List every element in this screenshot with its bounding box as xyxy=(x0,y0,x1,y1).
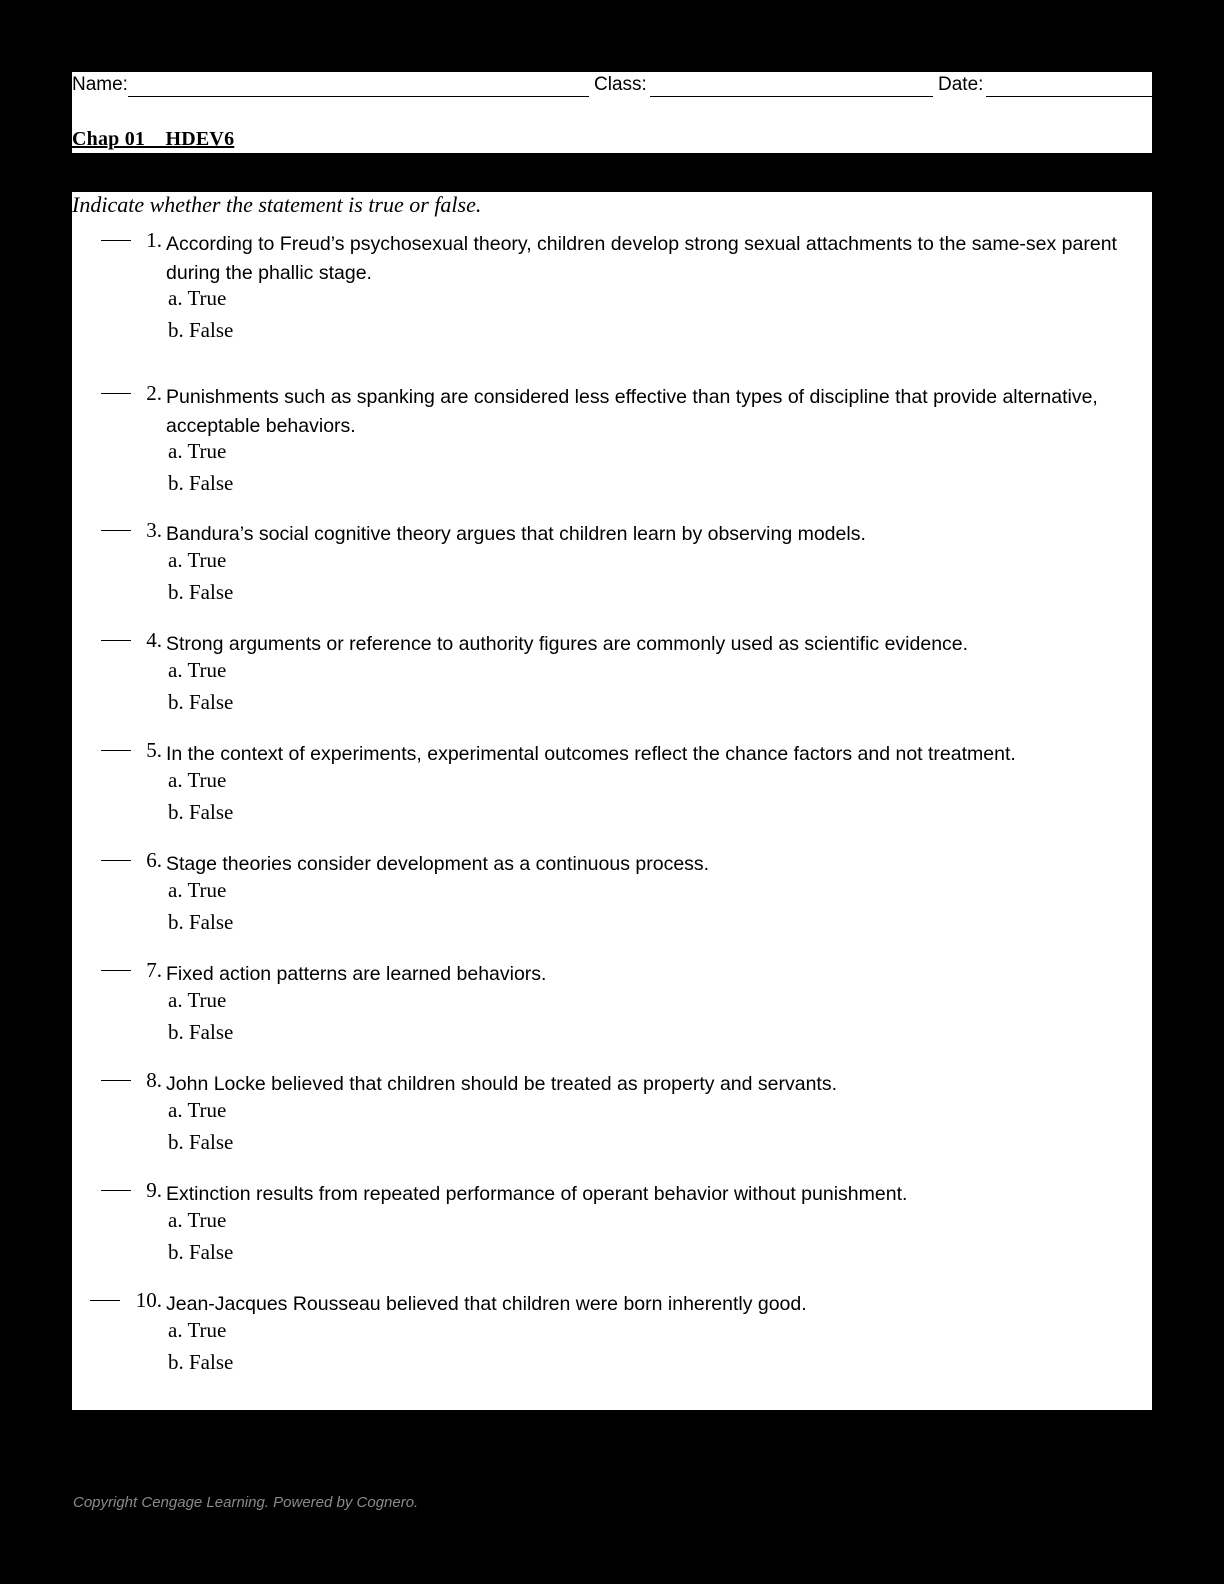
option-false: b. False xyxy=(168,690,234,714)
question-number: 3. xyxy=(146,518,162,542)
date-label: Date: xyxy=(938,74,984,95)
question-text: In the context of experiments, experimental outcomes reflect the chance factors and not treatment. xyxy=(166,743,1016,765)
option-false: b. False xyxy=(168,318,234,342)
option-false: b. False xyxy=(168,1130,234,1154)
option-true: a. True xyxy=(168,878,227,902)
date-field[interactable] xyxy=(986,96,1152,97)
option-false: b. False xyxy=(168,1240,234,1264)
question-text: Stage theories consider development as a continuous process. xyxy=(166,853,710,875)
option-true: a. True xyxy=(168,1098,227,1122)
option-true: a. True xyxy=(168,548,227,572)
question-text: Extinction results from repeated performance of operant behavior without punishment. xyxy=(166,1183,908,1205)
option-false: b. False xyxy=(168,1350,234,1374)
question-text: According to Freud’s psychosexual theory, children develop strong sexual attachments to the same-sex parent during the phallic stage. xyxy=(166,233,1117,284)
question-number: 1. xyxy=(146,228,162,252)
option-true: a. True xyxy=(168,658,227,682)
chapter-title: Chap 01__HDEV6 xyxy=(72,128,235,150)
copyright-footer: Copyright Cengage Learning. Powered by Cognero. xyxy=(73,1494,419,1511)
instructions: Indicate whether the statement is true or false. xyxy=(72,192,482,217)
question-text: Jean-Jacques Rousseau believed that children were born inherently good. xyxy=(166,1293,807,1315)
question-text: Fixed action patterns are learned behaviors. xyxy=(166,963,547,985)
question-text: John Locke believed that children should be treated as property and servants. xyxy=(166,1073,838,1095)
option-true: a. True xyxy=(168,1208,227,1232)
option-true: a. True xyxy=(168,988,227,1012)
option-false: b. False xyxy=(168,910,234,934)
question-text: Punishments such as spanking are considered less effective than types of discipline that provide alternative, acceptable behaviors. xyxy=(166,386,1098,437)
option-false: b. False xyxy=(168,1020,234,1044)
question-number: 2. xyxy=(146,381,162,405)
question-number: 7. xyxy=(146,958,162,982)
class-field[interactable] xyxy=(650,96,933,97)
question-number: 4. xyxy=(146,628,162,652)
question-number: 10. xyxy=(135,1288,162,1312)
option-false: b. False xyxy=(168,580,234,604)
class-label: Class: xyxy=(594,74,647,95)
question-number: 8. xyxy=(146,1068,162,1092)
question-text: Bandura’s social cognitive theory argues that children learn by observing models. xyxy=(166,523,866,545)
question-number: 9. xyxy=(146,1178,162,1202)
option-false: b. False xyxy=(168,471,234,495)
option-true: a. True xyxy=(168,1318,227,1342)
option-true: a. True xyxy=(168,439,227,463)
option-true: a. True xyxy=(168,286,227,310)
option-true: a. True xyxy=(168,768,227,792)
question-number: 6. xyxy=(146,848,162,872)
question-text: Strong arguments or reference to authority figures are commonly used as scientific evidence. xyxy=(166,633,969,655)
student-info-row xyxy=(72,72,1152,98)
option-false: b. False xyxy=(168,800,234,824)
question-number: 5. xyxy=(146,738,162,762)
worksheet-header xyxy=(72,72,1152,153)
name-field[interactable] xyxy=(128,96,589,97)
name-label: Name: xyxy=(72,74,128,95)
question-section xyxy=(72,192,1152,1410)
